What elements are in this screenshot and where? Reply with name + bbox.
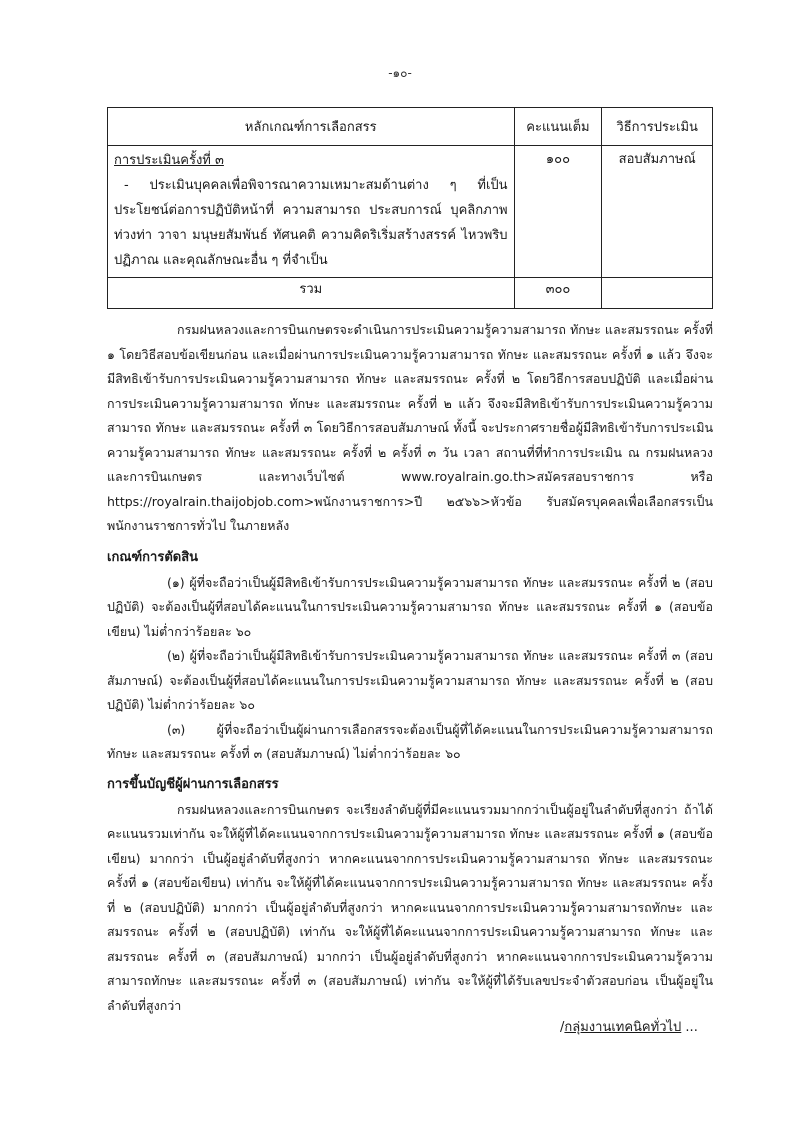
total-method — [602, 278, 713, 309]
registration-heading: การขึ้นบัญชีผู้ผ่านการเลือกสรร — [107, 777, 279, 792]
criteria-item: (๒) ผู้ที่จะถือว่าเป็นผู้มีสิทธิเข้ารับการประเมินความรู้ความสามารถ ทักษะ และสมรรถนะ ครั้งที่ ๓ (สอบสัมภาษณ์) จะต้องเป็นผู้ที่สอบได้คะแนนในการประเมินความรู้ความสามารถ ทักษะ และสมรรถนะ ครั้งที่ ๒ (สอบปฏิบัติ) ไม่ต่ำกว่าร้อยละ ๖๐ — [107, 648, 713, 712]
total-score: ๓๐๐ — [514, 278, 602, 309]
criteria-item: (๑) ผู้ที่จะถือว่าเป็นผู้มีสิทธิเข้ารับการประเมินความรู้ความสามารถ ทักษะ และสมรรถนะ ครั้งที่ ๒ (สอบปฏิบัติ) จะต้องเป็นผู้ที่สอบได้คะแนนในการประเมินความรู้ความสามารถ ทักษะ และสมรรถนะ ครั้งที่ ๑ (สอบข้อเขียน) ไม่ต่ำกว่าร้อยละ ๖๐ — [107, 574, 713, 639]
criteria-cell — [108, 146, 515, 278]
page-number: -๑๐- — [388, 66, 412, 80]
criteria-description: - ประเมินบุคคลเพื่อพิจารณาความเหมาะสมด้านต่าง ๆ ที่เป็นประโยชน์ต่อการปฏิบัติหน้าที่ ความสามารถ ประสบการณ์ บุคลิกภาพ ท่วงท่า วาจา มนุษยสัมพันธ์ ทัศนคติ ความคิดริเริ่มสร้างสรรค์ ไหวพริบปฏิภาณ และคุณลักษณะอื่น ๆ ที่จำเป็น — [114, 178, 508, 268]
method-cell: สอบสัมภาษณ์ — [602, 146, 713, 278]
header-method: วิธีการประเมิน — [602, 108, 713, 146]
table-row — [108, 146, 713, 278]
intro-paragraph: กรมฝนหลวงและการบินเกษตรจะดำเนินการประเมินความรู้ความสามารถ ทักษะ และสมรรถนะ ครั้งที่ ๑ โดยวิธีสอบข้อเขียนก่อน และเมื่อผ่านการประเมินความรู้ความสามารถ ทักษะ และสมรรถนะ ครั้งที่ ๑ แล้ว จึงจะมีสิทธิเข้ารับการประเมินความรู้ความสามารถ ทักษะ และสมรรถนะ ครั้งที่ ๒ โดยวิธีการสอบปฏิบัติ และเมื่อผ่านการประเมินความรู้ความสามารถ ทักษะ และสมรรถนะ ครั้งที่ ๒ แล้ว จึงจะมีสิทธิเข้ารับการประเมินความรู้ความสามารถ ทักษะ และสมรรถนะ ครั้งที่ ๓ โดยวิธีการสอบสัมภาษณ์ ทั้งนี้ จะประกาศรายชื่อผู้มีสิทธิเข้ารับการประเมินความรู้ความสามารถ ทักษะ และสมรรถนะ ครั้งที่ ๒ ครั้งที่ ๓ วัน เวลา สถานที่ที่ทำการประเมิน ณ กรมฝนหลวงและการบินเกษตร และทางเว็บไซต์ www.royalrain.go.th>สมัครสอบราชการ หรือ https://royalrain.thaijobjob.com>พนักงานราชการ>ปี ๒๕๖๖>หัวข้อ รับสมัครบุคคลเพื่อเลือกสรรเป็นพนักงานราชการทั่วไป ในภายหลัง — [107, 322, 713, 533]
continuation-prefix: / — [560, 1020, 565, 1035]
continuation-note — [560, 1016, 698, 1037]
intro-section — [107, 318, 713, 539]
registration-paragraph: กรมฝนหลวงและการบินเกษตร จะเรียงลำดับผู้ที่มีคะแนนรวมมากกว่าเป็นผู้อยู่ในลำดับที่สูงกว่า ถ้าได้คะแนนรวมเท่ากัน จะให้ผู้ที่ได้คะแนนจากการประเมินความรู้ความสามารถ ทักษะ และสมรรถนะ ครั้งที่ ๑ (สอบข้อเขียน) มากกว่า เป็นผู้อยู่ลำดับที่สูงกว่า หากคะแนนจากการประเมินความรู้ความสามารถ ทักษะ และสมรรถนะ ครั้งที่ ๑ (สอบข้อเขียน) เท่ากัน จะให้ผู้ที่ได้คะแนนจากการประเมินความรู้ความสามารถ ทักษะ และสมรรถนะ ครั้งที่ ๒ (สอบปฏิบัติ) มากกว่า เป็นผู้อยู่ลำดับที่สูงกว่า หากคะแนนจากการประเมินความรู้ความสามารถทักษะ และสมรรถนะ ครั้งที่ ๒ (สอบปฏิบัติ) เท่ากัน จะให้ผู้ที่ได้คะแนนจากการประเมินความรู้ความสามารถ ทักษะ และสมรรถนะ ครั้งที่ ๓ (สอบสัมภาษณ์) มากกว่า เป็นผู้อยู่ลำดับที่สูงกว่า หากคะแนนจากการประเมินความรู้ความสามารถทักษะ และสมรรถนะ ครั้งที่ ๓ (สอบสัมภาษณ์) เท่ากัน จะให้ผู้ที่ได้รับเลขประจำตัวสอบก่อน เป็นผู้อยู่ในลำดับที่สูงกว่า — [107, 801, 713, 1013]
decision-criteria-heading: เกณฑ์การตัดสิน — [107, 550, 199, 565]
table-header-row — [108, 108, 713, 146]
criteria-title: การประเมินครั้งที่ ๓ — [114, 153, 224, 168]
continuation-ellipsis: ... — [681, 1020, 698, 1035]
decision-criteria-section — [107, 546, 713, 767]
criteria-item: (๓) ผู้ที่จะถือว่าเป็นผู้ผ่านการเลือกสรรจะต้องเป็นผู้ที่ได้คะแนนในการประเมินความรู้ความสามารถ ทักษะ และสมรรถนะ ครั้งที่ ๓ (สอบสัมภาษณ์) ไม่ต่ำกว่าร้อยละ ๖๐ — [107, 721, 713, 761]
total-label: รวม — [108, 278, 515, 309]
full-score-cell: ๑๐๐ — [514, 146, 602, 278]
header-criteria: หลักเกณฑ์การเลือกสรร — [108, 108, 515, 146]
registration-section — [107, 773, 713, 1018]
header-full-score: คะแนนเต็ม — [514, 108, 602, 146]
continuation-text: กลุ่มงานเทคนิคทั่วไป — [564, 1020, 682, 1035]
total-row — [108, 278, 713, 309]
selection-criteria-table — [107, 107, 713, 309]
